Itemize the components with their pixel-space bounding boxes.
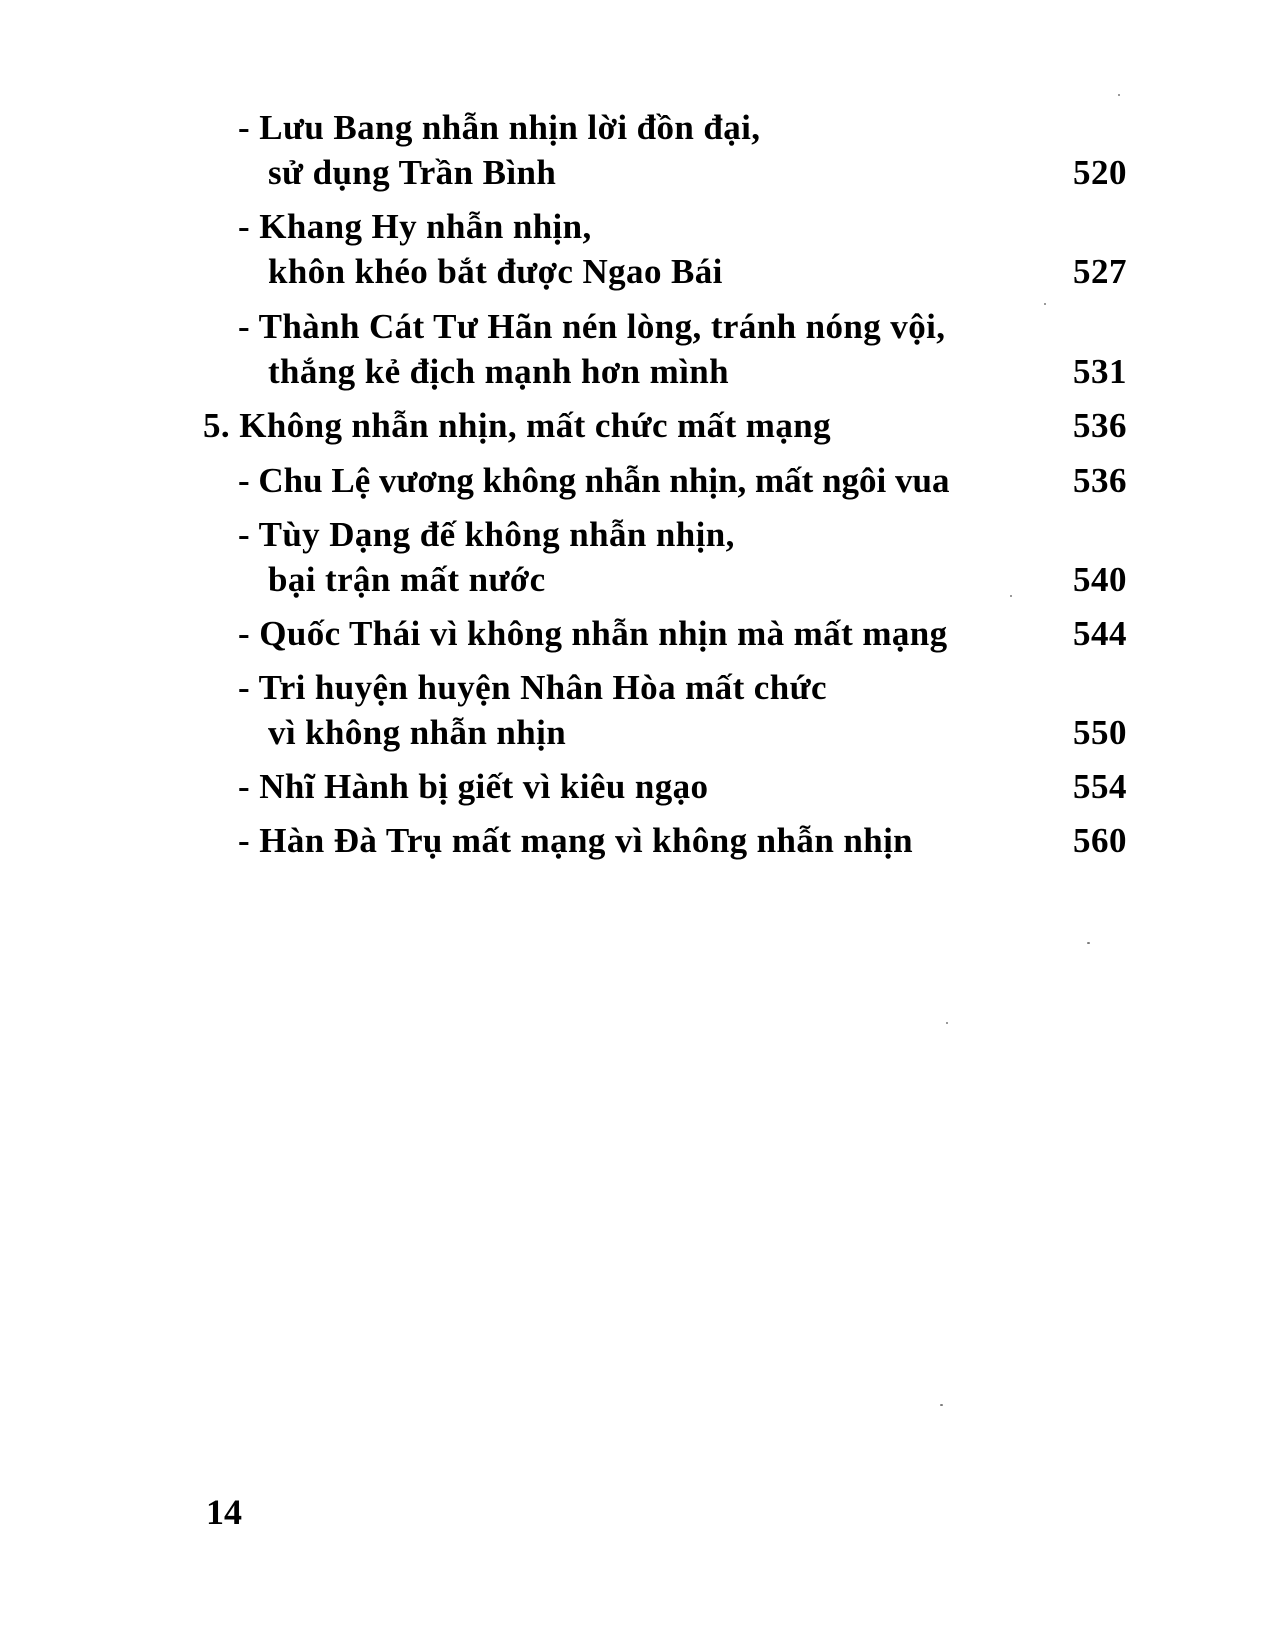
scan-speck <box>946 1022 948 1024</box>
toc-page-number: 550 <box>1073 713 1127 752</box>
toc-entry-line: - Tùy Dạng đế không nhẫn nhịn, <box>238 515 735 554</box>
scan-speck <box>1087 942 1090 944</box>
toc-entry-line: khôn khéo bắt được Ngao Bái <box>268 252 723 291</box>
toc-page-number: 544 <box>1073 614 1127 653</box>
toc-page-number: 554 <box>1073 767 1127 806</box>
toc-page-number: 531 <box>1073 352 1127 391</box>
scan-speck <box>1010 595 1012 597</box>
toc-entry-line: - Chu Lệ vương không nhẫn nhịn, mất ngôi vua <box>238 461 950 500</box>
toc-page-number: 540 <box>1073 560 1127 599</box>
folio-page-number: 14 <box>206 1492 242 1532</box>
toc-page-number: 536 <box>1073 406 1127 445</box>
toc-page-number: 560 <box>1073 821 1127 860</box>
toc-entry-line: - Tri huyện huyện Nhân Hòa mất chức <box>238 668 827 707</box>
toc-page-number: 536 <box>1073 461 1127 500</box>
toc-entry-line: bại trận mất nước <box>268 560 546 599</box>
scan-speck <box>940 1404 943 1406</box>
toc-entry-line: - Nhĩ Hành bị giết vì kiêu ngạo <box>238 767 709 806</box>
toc-entry-line: vì không nhẫn nhịn <box>268 713 567 752</box>
toc-entry-line: - Khang Hy nhẫn nhịn, <box>238 207 592 246</box>
toc-entry-line: thắng kẻ địch mạnh hơn mình <box>268 352 730 391</box>
toc-page-number: 520 <box>1073 153 1127 192</box>
toc-entry-line: sử dụng Trần Bình <box>268 153 557 192</box>
toc-section-heading: 5. Không nhẫn nhịn, mất chức mất mạng <box>203 406 832 445</box>
scan-speck <box>1044 303 1046 305</box>
toc-page-number: 527 <box>1073 252 1127 291</box>
toc-entry-line: - Hàn Đà Trụ mất mạng vì không nhẫn nhịn <box>238 821 914 860</box>
toc-entry-line: - Thành Cát Tư Hãn nén lòng, tránh nóng vội, <box>238 307 946 346</box>
scan-speck <box>1118 94 1120 96</box>
toc-entry-line: - Quốc Thái vì không nhẫn nhịn mà mất mạng <box>238 614 948 653</box>
toc-entry-line: - Lưu Bang nhẫn nhịn lời đồn đại, <box>238 108 761 147</box>
